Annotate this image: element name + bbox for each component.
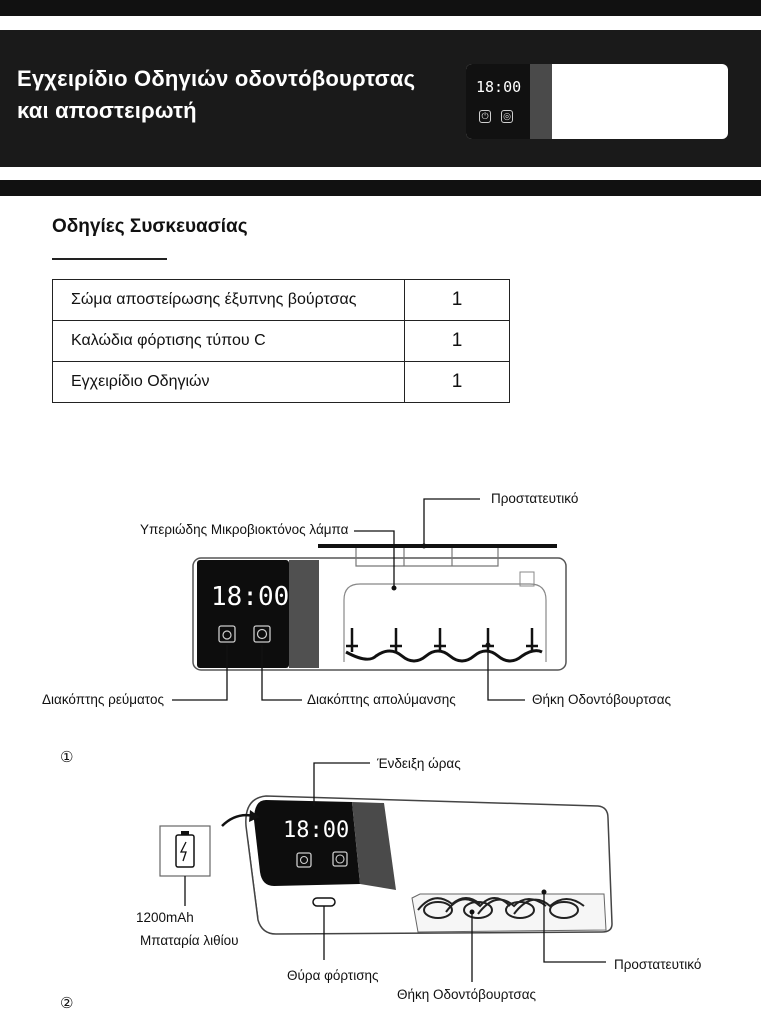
front-view-time: 18:00 bbox=[211, 582, 290, 612]
table-row bbox=[53, 280, 510, 321]
power-icon: ⏻ bbox=[479, 110, 491, 123]
manual-title-line2: και αποστειρωτή bbox=[17, 98, 197, 123]
header-device-image bbox=[466, 64, 728, 139]
table-row bbox=[53, 321, 510, 362]
label-toothbrush-holder-2: Θήκη Οδοντόβουρτσας bbox=[397, 987, 537, 1002]
header-device-screen bbox=[466, 64, 530, 139]
header-device-time: 18:00 bbox=[476, 78, 522, 96]
table-cell-item: Σώμα αποστείρωσης έξυπνης βούρτσας bbox=[53, 280, 405, 321]
label-sterilize-switch: Διακόπτης απολύμανσης bbox=[307, 692, 456, 707]
sterilize-icon: ◎ bbox=[501, 110, 513, 123]
display-screen bbox=[197, 560, 289, 668]
header-bottom-bar bbox=[0, 180, 761, 196]
label-power-switch: Διακόπτης ρεύματος bbox=[42, 692, 164, 707]
label-time-display: Ένδειξη ώρας bbox=[377, 756, 461, 771]
label-charging-port: Θύρα φόρτισης bbox=[287, 968, 379, 983]
front-view-diagram bbox=[0, 480, 761, 720]
table-cell-item: Εγχειρίδιο Οδηγιών bbox=[53, 362, 405, 403]
label-protective: Προστατευτικό bbox=[491, 491, 579, 506]
packing-title: Οδηγίες Συσκευασίας bbox=[52, 216, 248, 237]
label-battery-capacity: 1200mAh bbox=[136, 910, 194, 925]
diagram-marker-1: ① bbox=[60, 749, 74, 766]
label-toothbrush-holder: Θήκη Οδοντόβουρτσας bbox=[532, 692, 672, 707]
packing-title-underline bbox=[52, 258, 167, 260]
table-row bbox=[53, 362, 510, 403]
table-cell-qty: 1 bbox=[405, 362, 510, 403]
packing-table bbox=[52, 279, 510, 403]
manual-title-line1: Εγχειρίδιο Οδηγιών οδοντόβουρτσας bbox=[17, 66, 416, 91]
display-screen-perspective bbox=[254, 800, 360, 886]
table-cell-qty: 1 bbox=[405, 280, 510, 321]
top-bar bbox=[0, 0, 761, 16]
table-cell-item: Καλώδια φόρτισης τύπου C bbox=[53, 321, 405, 362]
perspective-time: 18:00 bbox=[283, 818, 350, 843]
label-battery-type: Μπαταρία λιθίου bbox=[140, 933, 239, 948]
header-device-panel bbox=[530, 64, 552, 139]
label-protective-2: Προστατευτικό bbox=[614, 957, 702, 972]
charging-port bbox=[313, 898, 335, 906]
display-panel bbox=[289, 560, 319, 668]
label-uv-lamp: Υπεριώδης Μικροβιοκτόνος λάμπα bbox=[140, 522, 349, 537]
diagram-marker-2: ② bbox=[60, 995, 74, 1012]
table-cell-qty: 1 bbox=[405, 321, 510, 362]
